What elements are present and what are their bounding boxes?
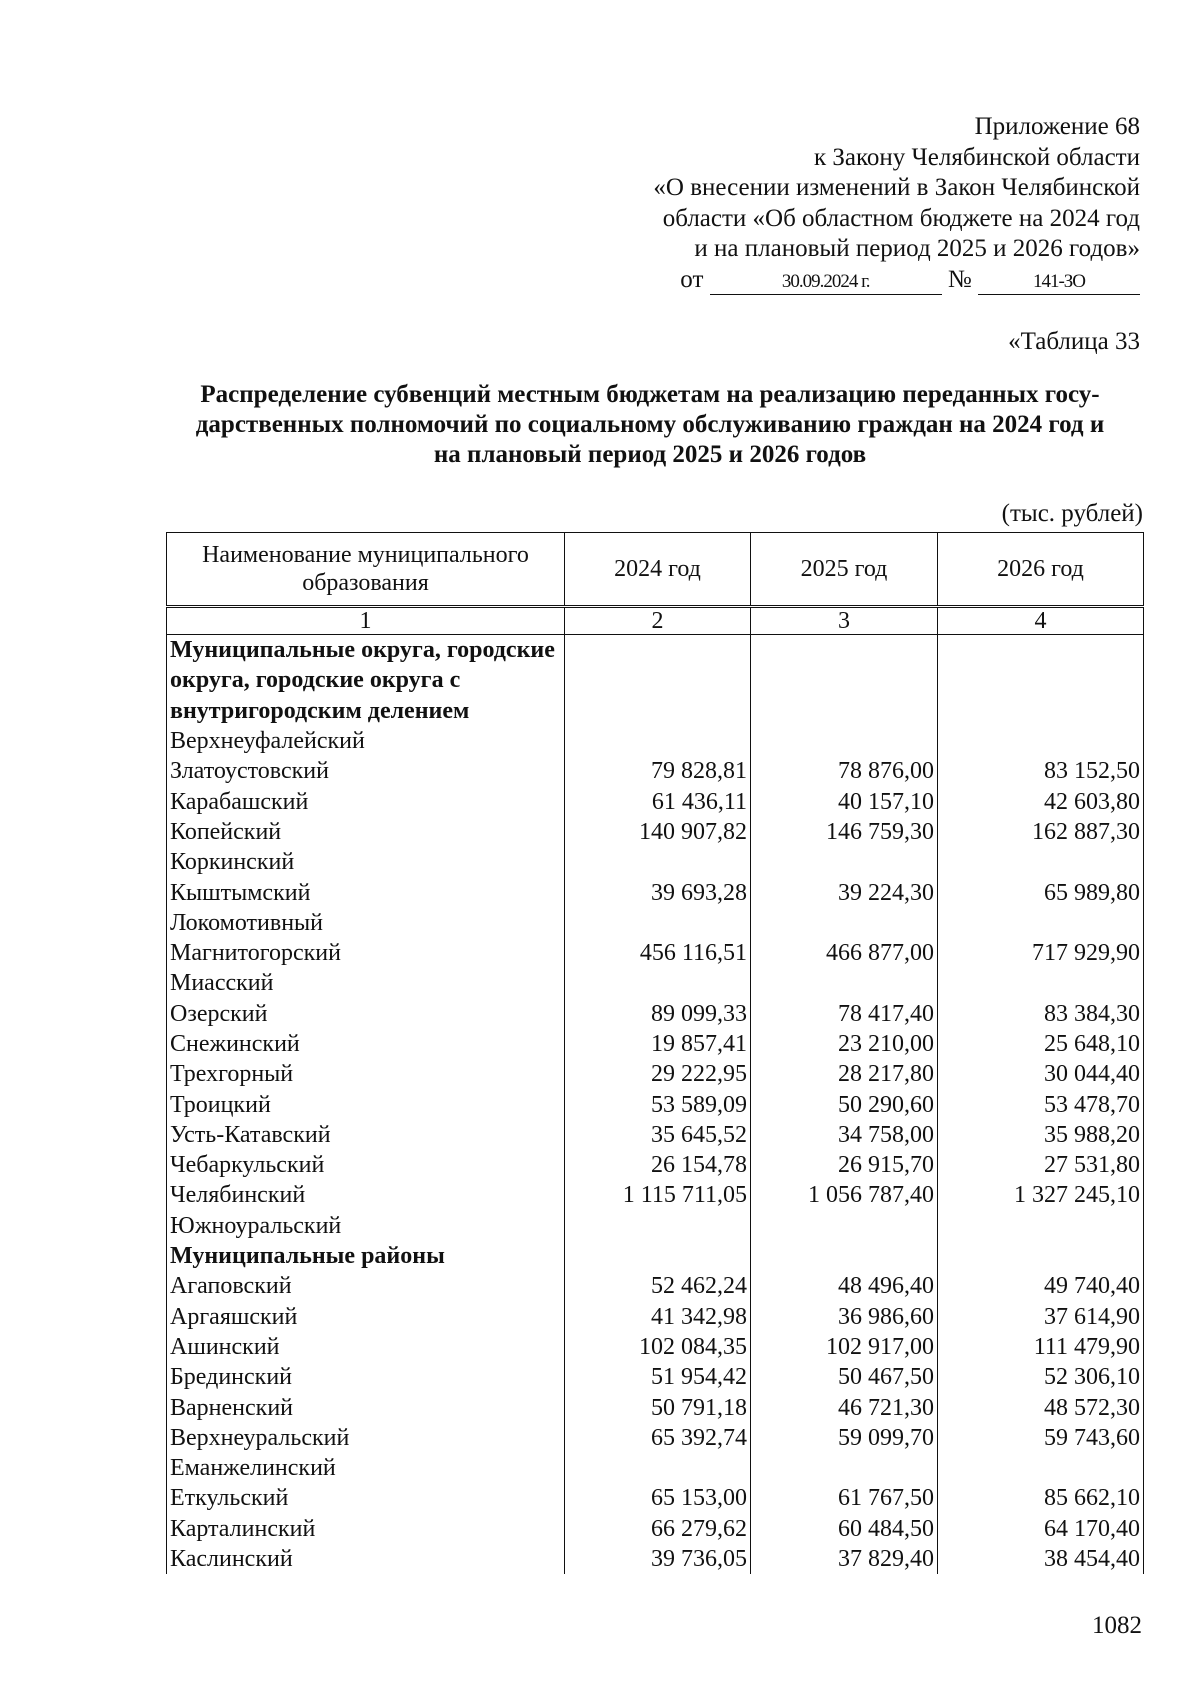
date-prefix: от bbox=[680, 265, 704, 293]
table-row bbox=[167, 1483, 1144, 1513]
municipality-name-cell: Копейский bbox=[167, 817, 565, 847]
table-group-row bbox=[167, 635, 1144, 726]
value-2026-cell: 59 743,60 bbox=[938, 1423, 1144, 1453]
law-number: 141-ЗО bbox=[1032, 270, 1086, 292]
value-2025-cell bbox=[751, 635, 938, 726]
value-2025-cell: 50 290,60 bbox=[751, 1089, 938, 1119]
table-row bbox=[167, 877, 1144, 907]
appendix-line: к Закону Челябинской области bbox=[814, 143, 1140, 171]
municipality-name-cell: Еманжелинский bbox=[167, 1453, 565, 1483]
value-2026-cell: 30 044,40 bbox=[938, 1059, 1144, 1089]
table-row bbox=[167, 1211, 1144, 1241]
value-2026-cell: 53 478,70 bbox=[938, 1089, 1144, 1119]
table-row bbox=[167, 1059, 1144, 1089]
value-2025-cell: 146 759,30 bbox=[751, 817, 938, 847]
column-number: 2 bbox=[565, 607, 751, 635]
table-row bbox=[167, 1332, 1144, 1362]
municipality-name-cell: Агаповский bbox=[167, 1271, 565, 1301]
value-2025-cell: 36 986,60 bbox=[751, 1302, 938, 1332]
municipality-name-cell: Чебаркульский bbox=[167, 1150, 565, 1180]
table-row bbox=[167, 1150, 1144, 1180]
value-2024-cell: 53 589,09 bbox=[565, 1089, 751, 1119]
title-line: Распределение субвенций местным бюджетам на реализацию переданных госу- bbox=[200, 381, 1100, 408]
value-2024-cell bbox=[565, 1241, 751, 1271]
header-2025: 2025 год bbox=[751, 533, 938, 607]
value-2026-cell bbox=[938, 968, 1144, 998]
table-row bbox=[167, 1392, 1144, 1422]
date-underline bbox=[710, 268, 942, 295]
table-row bbox=[167, 817, 1144, 847]
value-2026-cell: 1 327 245,10 bbox=[938, 1180, 1144, 1210]
value-2024-cell: 1 115 711,05 bbox=[565, 1180, 751, 1210]
value-2026-cell: 64 170,40 bbox=[938, 1514, 1144, 1544]
value-2025-cell: 23 210,00 bbox=[751, 1029, 938, 1059]
value-2024-cell: 35 645,52 bbox=[565, 1120, 751, 1150]
municipality-name-cell: Коркинский bbox=[167, 847, 565, 877]
table-row bbox=[167, 1180, 1144, 1210]
value-2026-cell bbox=[938, 847, 1144, 877]
subvention-table bbox=[166, 532, 1144, 1574]
value-2024-cell: 456 116,51 bbox=[565, 938, 751, 968]
table-row bbox=[167, 1089, 1144, 1119]
value-2026-cell: 52 306,10 bbox=[938, 1362, 1144, 1392]
value-2025-cell bbox=[751, 1241, 938, 1271]
value-2025-cell: 59 099,70 bbox=[751, 1423, 938, 1453]
value-2024-cell: 26 154,78 bbox=[565, 1150, 751, 1180]
value-2024-cell: 50 791,18 bbox=[565, 1392, 751, 1422]
value-2025-cell: 46 721,30 bbox=[751, 1392, 938, 1422]
municipality-name-cell: Еткульский bbox=[167, 1483, 565, 1513]
value-2024-cell: 66 279,62 bbox=[565, 1514, 751, 1544]
unit-label: (тыс. рублей) bbox=[1001, 500, 1143, 527]
table-row bbox=[167, 1302, 1144, 1332]
municipality-name-cell: Златоустовский bbox=[167, 756, 565, 786]
value-2025-cell bbox=[751, 1453, 938, 1483]
municipality-name-cell: Южноуральский bbox=[167, 1211, 565, 1241]
value-2026-cell bbox=[938, 635, 1144, 726]
table-row bbox=[167, 1514, 1144, 1544]
column-number: 3 bbox=[751, 607, 938, 635]
value-2025-cell bbox=[751, 908, 938, 938]
value-2025-cell: 40 157,10 bbox=[751, 786, 938, 816]
municipality-name-cell: Миасский bbox=[167, 968, 565, 998]
municipality-name-cell: Муниципальные районы bbox=[167, 1241, 565, 1271]
value-2025-cell: 28 217,80 bbox=[751, 1059, 938, 1089]
value-2026-cell: 38 454,40 bbox=[938, 1544, 1144, 1574]
value-2024-cell: 19 857,41 bbox=[565, 1029, 751, 1059]
municipality-name-cell: Аргаяшский bbox=[167, 1302, 565, 1332]
value-2025-cell: 26 915,70 bbox=[751, 1150, 938, 1180]
municipality-name-cell: Снежинский bbox=[167, 1029, 565, 1059]
municipality-name-cell: Верхнеуральский bbox=[167, 1423, 565, 1453]
table-row bbox=[167, 1544, 1144, 1574]
appendix-line: «О внесении изменений в Закон Челябинской bbox=[653, 174, 1140, 201]
value-2024-cell: 39 693,28 bbox=[565, 877, 751, 907]
value-2024-cell: 89 099,33 bbox=[565, 999, 751, 1029]
column-number: 4 bbox=[938, 607, 1144, 635]
value-2026-cell: 49 740,40 bbox=[938, 1271, 1144, 1301]
value-2025-cell: 60 484,50 bbox=[751, 1514, 938, 1544]
number-prefix: № bbox=[947, 265, 972, 293]
appendix-line: Приложение 68 bbox=[974, 113, 1140, 140]
value-2024-cell: 65 153,00 bbox=[565, 1483, 751, 1513]
number-underline bbox=[978, 268, 1140, 295]
value-2024-cell: 102 084,35 bbox=[565, 1332, 751, 1362]
value-2025-cell: 39 224,30 bbox=[751, 877, 938, 907]
value-2025-cell: 34 758,00 bbox=[751, 1120, 938, 1150]
municipality-name-cell: Ашинский bbox=[167, 1332, 565, 1362]
table-row bbox=[167, 999, 1144, 1029]
value-2024-cell: 140 907,82 bbox=[565, 817, 751, 847]
value-2026-cell: 83 384,30 bbox=[938, 999, 1144, 1029]
header-2026: 2026 год bbox=[938, 533, 1144, 607]
municipality-name-cell: Усть-Катавский bbox=[167, 1120, 565, 1150]
value-2026-cell bbox=[938, 908, 1144, 938]
table-row bbox=[167, 756, 1144, 786]
table-row bbox=[167, 1029, 1144, 1059]
column-number: 1 bbox=[167, 607, 565, 635]
header-2024: 2024 год bbox=[565, 533, 751, 607]
value-2024-cell: 52 462,24 bbox=[565, 1271, 751, 1301]
municipality-name-cell: Локомотивный bbox=[167, 908, 565, 938]
value-2025-cell bbox=[751, 1211, 938, 1241]
value-2025-cell: 50 467,50 bbox=[751, 1362, 938, 1392]
value-2024-cell bbox=[565, 908, 751, 938]
value-2024-cell bbox=[565, 847, 751, 877]
header-municipality: Наименование муниципального образования bbox=[167, 533, 565, 607]
value-2026-cell bbox=[938, 1211, 1144, 1241]
municipality-name-cell: Троицкий bbox=[167, 1089, 565, 1119]
value-2026-cell: 717 929,90 bbox=[938, 938, 1144, 968]
value-2025-cell: 78 417,40 bbox=[751, 999, 938, 1029]
table-row bbox=[167, 938, 1144, 968]
value-2026-cell: 42 603,80 bbox=[938, 786, 1144, 816]
appendix-line: и на плановый период 2025 и 2026 годов» bbox=[694, 235, 1140, 262]
table-row bbox=[167, 1423, 1144, 1453]
value-2025-cell: 78 876,00 bbox=[751, 756, 938, 786]
table-row bbox=[167, 1362, 1144, 1392]
municipality-name-cell: Кыштымский bbox=[167, 877, 565, 907]
page-number: 1082 bbox=[1092, 1612, 1142, 1639]
table-row bbox=[167, 908, 1144, 938]
table-group-row bbox=[167, 1241, 1144, 1271]
appendix-header bbox=[653, 112, 1140, 295]
value-2026-cell: 37 614,90 bbox=[938, 1302, 1144, 1332]
table-row bbox=[167, 968, 1144, 998]
value-2026-cell: 35 988,20 bbox=[938, 1120, 1144, 1150]
municipality-name-cell: Трехгорный bbox=[167, 1059, 565, 1089]
municipality-name-cell: Озерский bbox=[167, 999, 565, 1029]
municipality-name-cell: Челябинский bbox=[167, 1180, 565, 1210]
value-2025-cell bbox=[751, 968, 938, 998]
appendix-line: области «Об областном бюджете на 2024 год bbox=[662, 204, 1140, 232]
law-date: 30.09.2024 г. bbox=[781, 270, 870, 292]
table-body bbox=[167, 635, 1144, 1575]
municipality-name-cell: Верхнеуфалейский bbox=[167, 726, 565, 756]
value-2024-cell bbox=[565, 1211, 751, 1241]
value-2025-cell: 1 056 787,40 bbox=[751, 1180, 938, 1210]
table-row bbox=[167, 1120, 1144, 1150]
table-row bbox=[167, 726, 1144, 756]
value-2026-cell: 25 648,10 bbox=[938, 1029, 1144, 1059]
document-title bbox=[160, 380, 1140, 470]
municipality-name-cell: Карабашский bbox=[167, 786, 565, 816]
value-2026-cell: 85 662,10 bbox=[938, 1483, 1144, 1513]
value-2026-cell: 27 531,80 bbox=[938, 1150, 1144, 1180]
municipality-name-cell: Карталинский bbox=[167, 1514, 565, 1544]
municipality-name-cell: Магнитогорский bbox=[167, 938, 565, 968]
value-2025-cell bbox=[751, 847, 938, 877]
value-2026-cell: 48 572,30 bbox=[938, 1392, 1144, 1422]
municipality-name-cell: Муниципальные округа, городские округа, городские округа с внутригородским делением bbox=[167, 635, 565, 726]
table-row bbox=[167, 786, 1144, 816]
value-2025-cell: 102 917,00 bbox=[751, 1332, 938, 1362]
value-2026-cell: 111 479,90 bbox=[938, 1332, 1144, 1362]
value-2025-cell: 466 877,00 bbox=[751, 938, 938, 968]
municipality-name-cell: Каслинский bbox=[167, 1544, 565, 1574]
table-row bbox=[167, 847, 1144, 877]
value-2024-cell bbox=[565, 968, 751, 998]
value-2024-cell: 29 222,95 bbox=[565, 1059, 751, 1089]
value-2025-cell: 61 767,50 bbox=[751, 1483, 938, 1513]
value-2026-cell: 65 989,80 bbox=[938, 877, 1144, 907]
value-2024-cell: 61 436,11 bbox=[565, 786, 751, 816]
value-2024-cell bbox=[565, 635, 751, 726]
title-line: на плановый период 2025 и 2026 годов bbox=[433, 441, 867, 468]
table-row bbox=[167, 1271, 1144, 1301]
value-2026-cell bbox=[938, 1453, 1144, 1483]
value-2026-cell: 83 152,50 bbox=[938, 756, 1144, 786]
value-2024-cell bbox=[565, 726, 751, 756]
value-2025-cell bbox=[751, 726, 938, 756]
municipality-name-cell: Варненский bbox=[167, 1392, 565, 1422]
value-2024-cell: 41 342,98 bbox=[565, 1302, 751, 1332]
value-2025-cell: 48 496,40 bbox=[751, 1271, 938, 1301]
value-2024-cell bbox=[565, 1453, 751, 1483]
value-2026-cell: 162 887,30 bbox=[938, 817, 1144, 847]
value-2025-cell: 37 829,40 bbox=[751, 1544, 938, 1574]
value-2026-cell bbox=[938, 726, 1144, 756]
value-2024-cell: 79 828,81 bbox=[565, 756, 751, 786]
value-2024-cell: 51 954,42 bbox=[565, 1362, 751, 1392]
value-2024-cell: 39 736,05 bbox=[565, 1544, 751, 1574]
appendix-date-line bbox=[653, 265, 1140, 296]
value-2026-cell bbox=[938, 1241, 1144, 1271]
table-row bbox=[167, 1453, 1144, 1483]
table-reference: «Таблица 33 bbox=[1008, 328, 1140, 355]
title-line: дарственных полномочий по социальному обслуживанию граждан на 2024 год и bbox=[195, 411, 1105, 438]
value-2024-cell: 65 392,74 bbox=[565, 1423, 751, 1453]
municipality-name-cell: Брединский bbox=[167, 1362, 565, 1392]
